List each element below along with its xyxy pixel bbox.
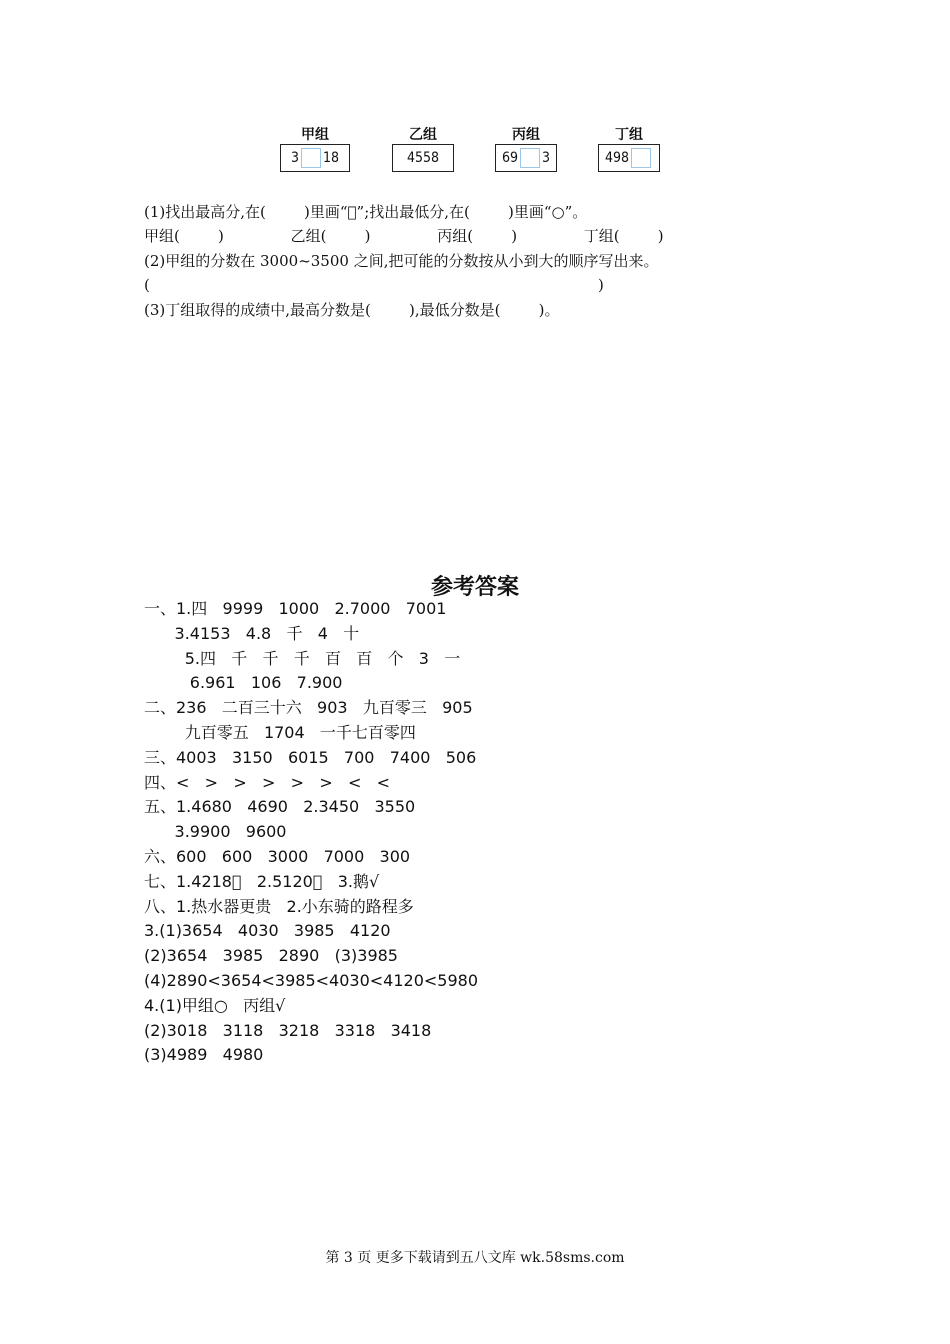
answer-line: 八、1.热水器更贵 2.小东骑的路程多 <box>144 896 414 916</box>
group-jia <box>280 124 350 174</box>
answer-line: 一、1.四 9999 1000 2.7000 7001 <box>144 599 447 618</box>
group-bing <box>495 124 557 174</box>
page-footer: 第 3 页 更多下载请到五八文库 wk.58sms.com <box>325 1250 625 1266</box>
answer-line: 五、1.4680 4690 2.3450 3550 <box>144 797 416 817</box>
score-box <box>392 144 454 172</box>
answer-line: 3.4153 4.8 千 4 十 <box>144 623 360 643</box>
score-box <box>495 144 557 172</box>
answer-line: 3.9900 9600 <box>144 822 287 842</box>
answer-line: 5.四 千 千 千 百 百 个 3 一 <box>144 648 461 668</box>
answer-line: (2)3018 3118 3218 3318 3418 <box>144 1020 432 1040</box>
question-1-answers-row: 甲组( ) 乙组( ) 丙组( ) 丁组( ) <box>144 227 664 245</box>
group-label: 丁组 <box>615 127 643 143</box>
score-digits-left: 3 <box>290 150 299 166</box>
blank-digit-box <box>631 148 651 168</box>
question-2: (2)甲组的分数在 3000~3500 之间,把可能的分数按从小到大的顺序写出来。 <box>144 252 659 270</box>
score-digits-left: 498 <box>604 150 630 166</box>
answer-title: 参考答案 <box>430 575 519 600</box>
answer-line: 九百零五 1704 一千七百零四 <box>144 722 416 742</box>
score-digits-left: 4558 <box>406 150 440 166</box>
answer-line: 二、236 二百三十六 903 九百零三 905 <box>144 698 473 718</box>
answer-line: 四、< > > > > > < < <box>144 772 391 792</box>
group-label: 甲组 <box>301 127 329 143</box>
blank-digit-box <box>520 148 540 168</box>
answer-line: (3)4989 4980 <box>144 1045 264 1065</box>
blank-digit-box <box>301 148 321 168</box>
question-2-answer-line: ( ) <box>144 276 604 294</box>
answer-line: 4.(1)甲组○ 丙组√ <box>144 995 286 1015</box>
score-digits-left: 69 <box>501 150 518 166</box>
group-yi <box>392 124 454 174</box>
score-box <box>280 144 350 172</box>
answer-list <box>144 597 478 1068</box>
group-label: 乙组 <box>409 127 437 143</box>
answer-line: (2)3654 3985 2890 (3)3985 <box>144 946 398 966</box>
group-label: 丙组 <box>512 127 540 143</box>
question-1: (1)找出最高分,在( )里画“ ”;找出最低分,在( )里画“○”。 <box>144 203 588 221</box>
answer-line: 三、4003 3150 6015 700 7400 506 <box>144 747 477 767</box>
score-box <box>598 144 660 172</box>
answer-line: 六、600 600 3000 7000 300 <box>144 846 411 866</box>
score-digits-right: 3 <box>542 150 551 166</box>
answer-line: 6.961 106 7.900 <box>144 673 343 693</box>
group-ding <box>598 124 660 174</box>
question-3: (3)丁组取得的成绩中,最高分数是( ),最低分数是( )。 <box>144 301 560 319</box>
score-digits-right: 18 <box>322 150 340 166</box>
answer-line: (4)2890<3654<3985<4030<4120<5980 <box>144 970 479 990</box>
answer-line: 3.(1)3654 4030 3985 4120 <box>144 921 391 941</box>
answer-line: 七、1.4218  2.5120  3.鹅√ <box>144 871 380 891</box>
